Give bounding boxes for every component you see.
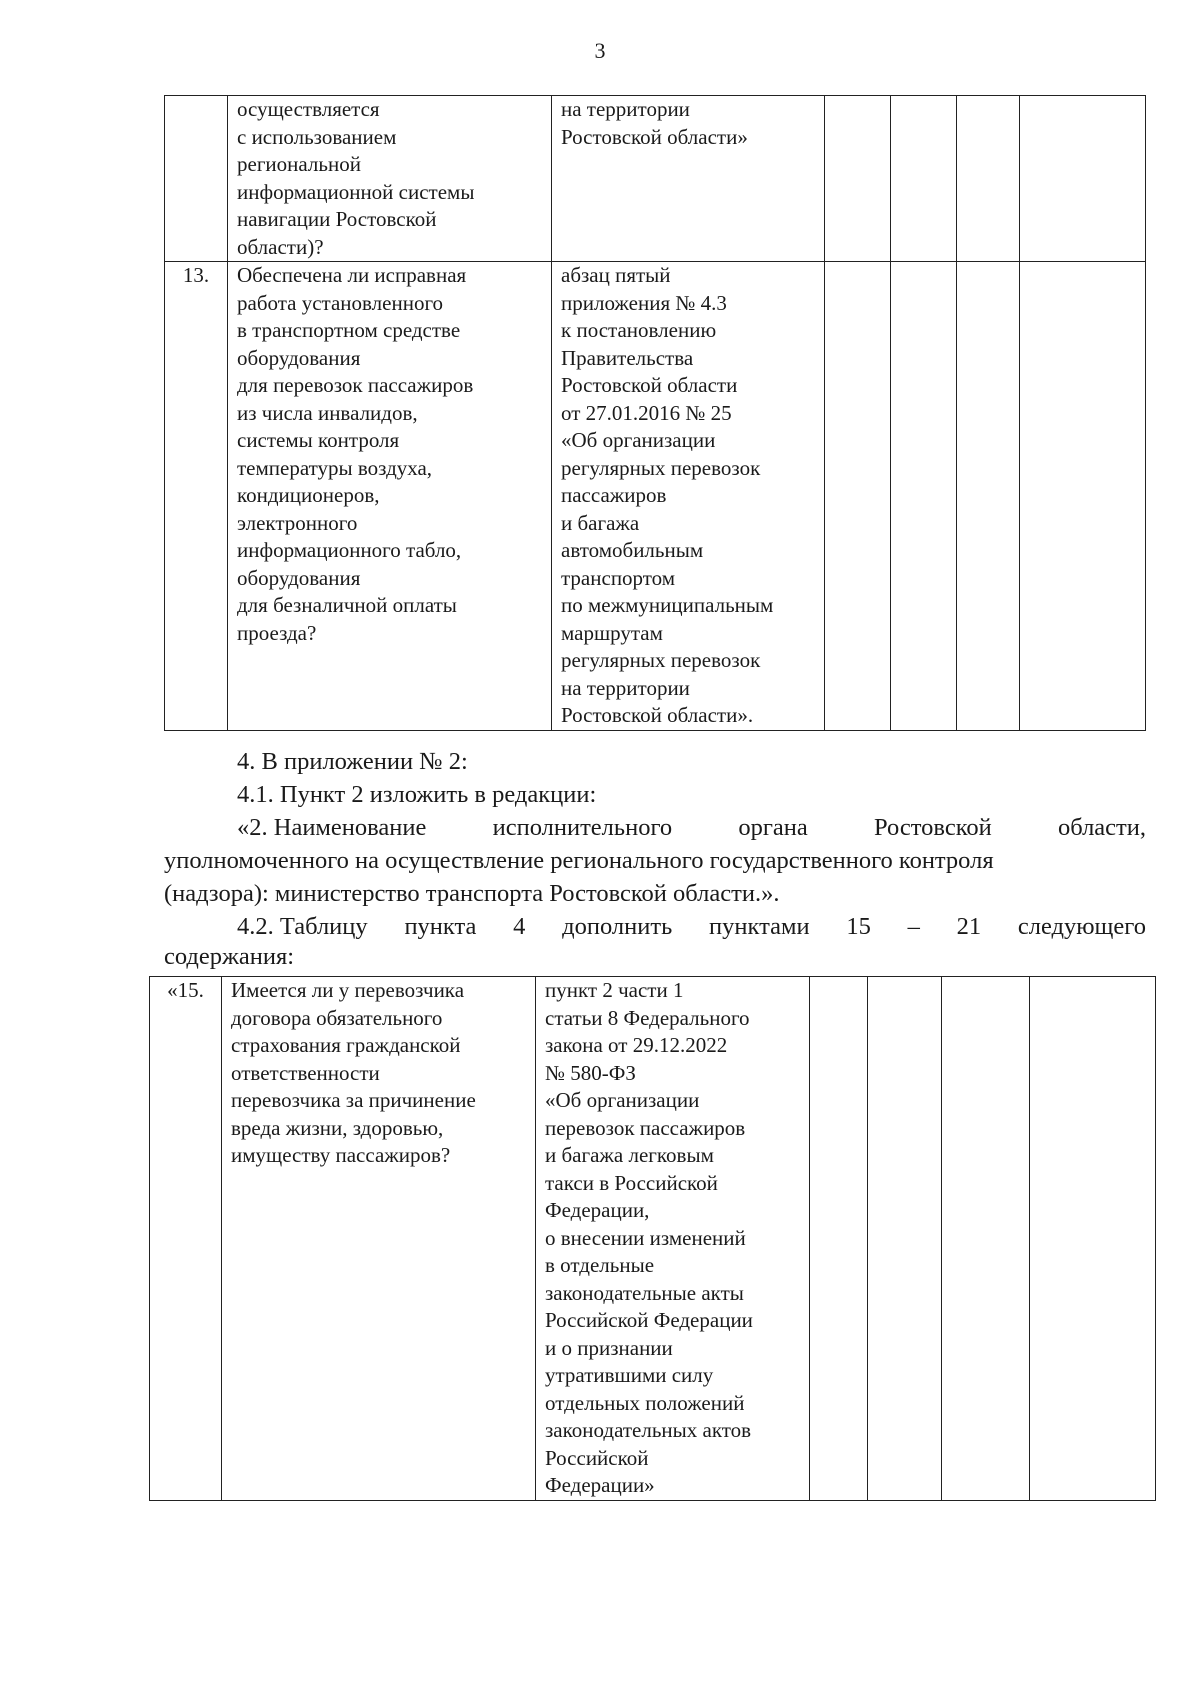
word: 4 [513,913,526,940]
text-line: страхования гражданской [231,1033,461,1057]
text-line: кондиционеров, [237,483,380,507]
text-line: в отдельные [545,1253,655,1277]
text-line: регулярных перевозок [561,455,761,480]
answer-cell [825,262,891,731]
answer-cell [957,96,1020,262]
text-line: Имеется ли у перевозчика [231,978,465,1002]
paragraph: 4.1. Пункт 2 изложить в редакции: [237,781,597,808]
word: 4.2. Таблицу [237,913,368,940]
text-line: Российской [545,1445,649,1470]
text-line: и багажа [561,510,640,535]
text-line: имуществу пассажиров? [231,1143,451,1167]
checklist-table-continued [164,95,1146,731]
word: пунктами [709,913,810,940]
table-row [165,262,1146,731]
answer-cell [868,977,942,1501]
text-line: на территории [561,675,690,700]
text-line: по межмуниципальным [561,593,774,617]
item-number: 13. [165,262,228,731]
text-line: утратившими силу [545,1363,714,1387]
text-line: отдельных положений [545,1390,745,1415]
text-line: с использованием [237,124,397,149]
text-line: к постановлению [561,318,717,342]
text-line: Обеспечена ли исправная [237,263,467,287]
text-line: и багажа легковым [545,1143,714,1167]
text-line: проезда? [237,620,317,645]
text-line: Ростовской области» [561,124,748,149]
answer-cell [942,977,1030,1501]
text-line: в транспортном средстве [237,318,461,342]
text-line: Федерации, [545,1198,650,1222]
paragraph-line [237,911,1146,943]
paragraph: 4. В приложении № 2: [237,748,468,775]
question-cell [228,96,552,262]
text-line: температуры воздуха, [237,455,433,480]
text-line: перевозок пассажиров [545,1115,746,1140]
text-line: работа установленного [237,290,444,315]
text-line: региональной [237,152,361,176]
word: 21 [956,913,982,940]
answer-cell [891,262,957,731]
text-line: информационной системы [237,179,475,204]
text-line: от 27.01.2016 № 25 [561,400,732,425]
text-line: законодательных актов [545,1418,752,1442]
word: 15 [846,913,871,940]
text-line: «Об организации [545,1088,700,1112]
text-line: информационного табло, [237,538,462,562]
answer-cell [825,96,891,262]
text-line: перевозчика за причинение [231,1088,476,1112]
legal-basis-cell [552,96,825,262]
note-cell [1020,96,1146,262]
item-number [165,96,228,262]
paragraph-line: (надзора): министерство транспорта Ростовской области.». [164,880,780,907]
text-line: на территории [561,97,690,121]
text-line: приложения № 4.3 [561,290,727,315]
word: области, [1057,814,1146,841]
answer-cell [891,96,957,262]
text-line: пункт 2 части 1 [545,978,684,1002]
text-line: № 580-ФЗ [545,1060,636,1085]
text-line: такси в Российской [545,1170,718,1195]
text-line: Российской Федерации [545,1308,753,1332]
word: исполнительного [492,814,673,841]
text-line: закона от 29.12.2022 [545,1033,728,1057]
word: следующего [1017,913,1146,940]
text-line: Федерации» [545,1473,655,1497]
legal-basis-cell [552,262,825,731]
text-line: и о признании [545,1335,673,1360]
text-line: из числа инвалидов, [237,400,418,425]
page-number: 3 [594,38,606,63]
question-cell [228,262,552,731]
text-line: области)? [237,234,324,259]
paragraph-line: содержания: [164,943,295,970]
text-line: пассажиров [561,483,667,507]
text-line: системы контроля [237,428,400,452]
text-line: транспортом [561,565,676,590]
answer-cell [957,262,1020,731]
checklist-table-new-items [149,976,1156,1501]
text-line: для безналичной оплаты [237,593,457,617]
text-line: Ростовской области [561,373,738,397]
word: «2. Наименование [237,814,427,841]
text-line: статьи 8 Федерального [545,1005,750,1030]
text-line: для перевозок пассажиров [237,373,474,397]
question-cell [222,977,536,1501]
word: – [907,913,920,940]
text-line: ответственности [231,1060,380,1085]
answer-cell [810,977,868,1501]
word: органа [738,814,808,841]
text-line: оборудования [237,565,361,590]
word: пункта [404,913,477,940]
table-row [150,977,1156,1501]
text-line: законодательные акты [545,1280,744,1305]
text-line: маршрутам [561,620,663,645]
word: дополнить [562,913,673,940]
text-line: о внесении изменений [545,1225,746,1250]
note-cell [1020,262,1146,731]
item-number: «15. [150,977,222,1501]
text-line: абзац пятый [561,263,671,287]
text-line: Ростовской области». [561,703,754,727]
text-line: регулярных перевозок [561,648,761,672]
text-line: Правительства [561,345,694,370]
text-line: электронного [237,510,358,535]
paragraph-line [237,812,1146,844]
text-line: навигации Ростовской [237,207,437,231]
table-row [165,96,1146,262]
paragraph-line: уполномоченного на осуществление регионального государственного контроля [164,847,994,874]
text-line: «Об организации [561,428,716,452]
word: Ростовской [874,814,992,841]
legal-basis-cell [536,977,810,1501]
text-line: договора обязательного [231,1005,443,1030]
text-line: осуществляется [237,97,380,121]
text-line: оборудования [237,345,361,370]
text-line: вреда жизни, здоровью, [231,1115,444,1140]
text-line: автомобильным [561,538,704,562]
note-cell [1030,977,1156,1501]
